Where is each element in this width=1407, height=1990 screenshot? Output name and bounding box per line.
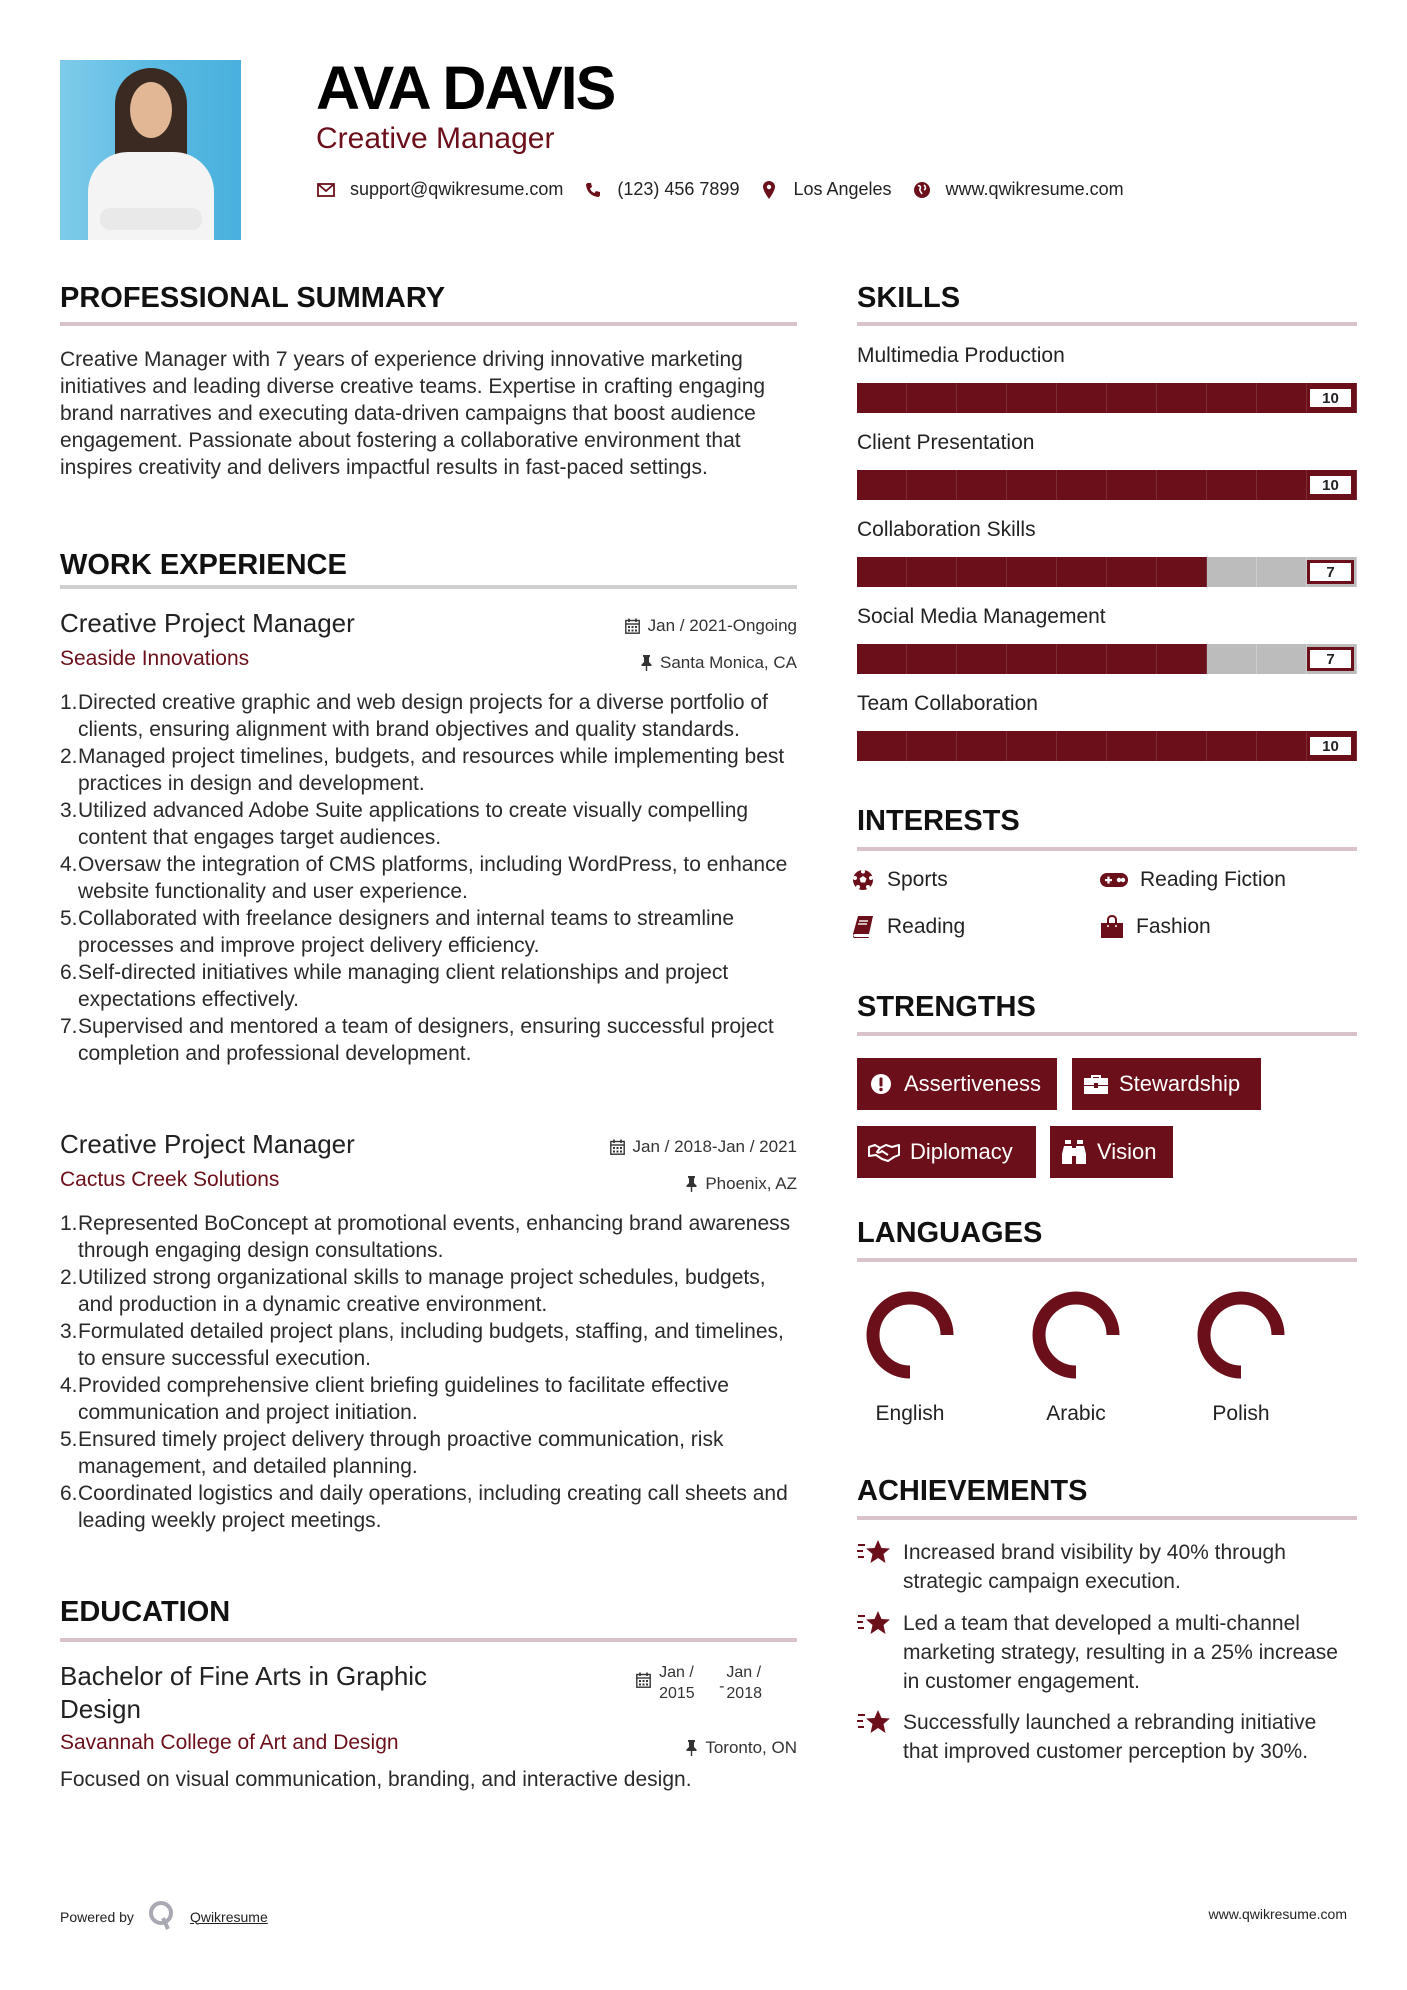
job-bullet: 3. Utilized advanced Adobe Suite applications to create visually compelling content that engages target audiences.: [60, 799, 749, 849]
achievement-item: Increased brand visibility by 40% through strategic campaign execution.: [857, 1538, 1357, 1596]
education-location: Toronto, ON: [686, 1738, 797, 1758]
education-entry: [60, 1660, 797, 1793]
achievement-item: Successfully launched a rebranding initiative that improved customer perception by 30%.: [857, 1708, 1357, 1766]
strength-badge: Vision: [1050, 1126, 1173, 1178]
language-progress-ring: [863, 1288, 957, 1382]
language-item: English: [860, 1288, 960, 1426]
summary-heading: PROFESSIONAL SUMMARY: [60, 282, 446, 314]
education-degree: Bachelor of Fine Arts in Graphic Design: [60, 1661, 428, 1724]
map-pin-icon: [759, 180, 779, 200]
education-start-date: Jan / 2015: [659, 1664, 695, 1702]
photo-arms: [100, 208, 202, 230]
job-bullet: 3. Formulated detailed project plans, including budgets, staffing, and timelines, to ensure successful execution.: [60, 1320, 784, 1370]
language-item: Arabic: [1026, 1288, 1126, 1426]
achievement-item: Led a team that developed a multi-channel marketing strategy, resulting in a 25% increase in customer engagement.: [857, 1609, 1357, 1696]
languages-heading: LANGUAGES: [857, 1217, 1043, 1249]
job-bullet: 4. Provided comprehensive client briefing guidelines to facilitate effective communication and project initiation.: [60, 1374, 729, 1424]
strengths-heading: STRENGTHS: [857, 991, 1036, 1023]
summary-text: Creative Manager with 7 years of experience driving innovative marketing initiatives and leading diverse creative teams. Expertise in crafting engaging brand narratives and executing data-driven campaigns that boost audience engagement. Passionate about fostering a collaborative environment that inspires creativity and delivers impactful results in fast-paced settings.: [60, 348, 766, 479]
job-bullet: 6. Coordinated logistics and daily operations, including creating call sheets and leading weekly project meetings.: [60, 1482, 788, 1532]
calendar-icon: [636, 1672, 651, 1704]
gamepad-icon: [1100, 868, 1128, 892]
photo-face: [130, 82, 172, 138]
skill-score: 10: [1307, 734, 1354, 758]
job-company: Seaside Innovations: [60, 647, 250, 670]
qwikresume-logo-icon: [148, 1900, 174, 1933]
skill-bar: [857, 644, 1357, 674]
candidate-title: Creative Manager: [316, 122, 555, 155]
language-item: Polish: [1191, 1288, 1291, 1426]
education-dates: Jan / 2015 - Jan / 2018: [636, 1662, 762, 1704]
skill-item: Social Media Management 7: [857, 604, 1357, 674]
book-icon: [851, 915, 875, 939]
footer-powered-by: Powered by Qwikresume: [60, 1900, 268, 1933]
contact-location: [759, 179, 891, 200]
phone-text: (123) 456 7899: [617, 179, 740, 199]
pushpin-icon: [686, 1176, 697, 1192]
interest-item: Fashion: [1100, 915, 1211, 939]
job-company: Cactus Creek Solutions: [60, 1168, 280, 1191]
strength-badge: Stewardship: [1072, 1058, 1261, 1110]
experience-heading: WORK EXPERIENCE: [60, 549, 347, 581]
job-bullets: [60, 1210, 797, 1534]
qwikresume-link[interactable]: Qwikresume: [189, 1908, 268, 1925]
calendar-icon: [610, 1139, 625, 1155]
achievements-divider: [857, 1516, 1357, 1520]
job-entry: [60, 608, 797, 1067]
interest-item: Sports: [851, 868, 948, 892]
skill-item: Collaboration Skills 7: [857, 517, 1357, 587]
contact-email[interactable]: [316, 179, 563, 200]
envelope-icon: [316, 180, 336, 200]
job-bullet: 5. Ensured timely project delivery through proactive communication, risk management, and detailed planning.: [60, 1428, 724, 1478]
exclamation-circle-icon: [868, 1072, 894, 1096]
education-end-date: Jan / 2018: [726, 1664, 762, 1702]
languages-divider: [857, 1258, 1357, 1262]
skill-score: 7: [1307, 647, 1354, 671]
job-dates: Jan / 2021-Ongoing: [625, 616, 797, 636]
job-bullet: 6. Self-directed initiatives while managing client relationships and project expectations effectively.: [60, 961, 729, 1011]
skill-bar: [857, 470, 1357, 500]
skill-score: 10: [1307, 386, 1354, 410]
briefcase-icon: [1083, 1072, 1109, 1096]
strength-badge: Diplomacy: [857, 1126, 1036, 1178]
website-text: www.qwikresume.com: [945, 179, 1124, 199]
job-role: Creative Project Manager: [60, 608, 355, 638]
shooting-star-icon: [857, 1538, 891, 1566]
job-role: Creative Project Manager: [60, 1129, 355, 1159]
job-bullet: 2. Utilized strong organizational skills to manage project schedules, budgets, and production in a dynamic creative environment.: [60, 1266, 766, 1316]
skill-score: 7: [1307, 560, 1354, 584]
interest-item: Reading Fiction: [1100, 868, 1286, 892]
skill-bar: [857, 557, 1357, 587]
job-bullets: [60, 689, 797, 1067]
handshake-icon: [868, 1140, 900, 1164]
pushpin-icon: [641, 655, 652, 671]
job-location: Phoenix, AZ: [686, 1174, 797, 1194]
job-bullet: 7. Supervised and mentored a team of designers, ensuring successful project completion and professional development.: [60, 1015, 774, 1065]
contact-line: [316, 179, 1144, 200]
skill-item: Client Presentation 10: [857, 430, 1357, 500]
skill-item: Multimedia Production 10: [857, 343, 1357, 413]
profile-photo: [60, 60, 241, 240]
education-heading: EDUCATION: [60, 1596, 231, 1628]
email-text: support@qwikresume.com: [350, 179, 564, 199]
summary-divider: [60, 322, 797, 326]
job-location: Santa Monica, CA: [641, 653, 797, 673]
shopping-bag-icon: [1100, 915, 1124, 939]
candidate-name: AVA DAVIS: [316, 54, 615, 122]
job-bullet: 2. Managed project timelines, budgets, and resources while implementing best practices in design and development.: [60, 745, 785, 795]
interests-divider: [857, 847, 1357, 851]
shooting-star-icon: [857, 1708, 891, 1736]
footer-website[interactable]: www.qwikresume.com: [1208, 1906, 1347, 1922]
location-text: Los Angeles: [793, 179, 892, 199]
globe-icon: [912, 180, 932, 200]
phone-icon: [583, 180, 603, 200]
pushpin-icon: [686, 1740, 697, 1756]
calendar-icon: [625, 618, 640, 634]
education-school: Savannah College of Art and Design: [60, 1731, 399, 1754]
education-divider: [60, 1638, 797, 1642]
strength-badge: Assertiveness: [857, 1058, 1057, 1110]
job-bullet: 1. Represented BoConcept at promotional events, enhancing brand awareness through engaging design consultations.: [60, 1212, 791, 1262]
job-entry: [60, 1129, 797, 1534]
experience-divider: [60, 585, 797, 589]
job-bullet: 4. Oversaw the integration of CMS platforms, including WordPress, to enhance website functionality and user experience.: [60, 853, 788, 903]
strengths-divider: [857, 1032, 1357, 1036]
shooting-star-icon: [857, 1609, 891, 1637]
achievements-heading: ACHIEVEMENTS: [857, 1475, 1088, 1507]
interests-heading: INTERESTS: [857, 805, 1020, 837]
job-bullet: 1. Directed creative graphic and web design projects for a diverse portfolio of clients, ensuring alignment with brand objectives and quality standards.: [60, 691, 768, 741]
job-bullet: 5. Collaborated with freelance designers and internal teams to streamline processes and improve project delivery efficiency.: [60, 907, 735, 957]
language-progress-ring: [1029, 1288, 1123, 1382]
skill-score: 10: [1307, 473, 1354, 497]
soccer-ball-icon: [851, 868, 875, 892]
skill-bar: [857, 383, 1357, 413]
skill-bar: [857, 731, 1357, 761]
education-description: Focused on visual communication, branding, and interactive design.: [60, 1768, 692, 1791]
skills-heading: SKILLS: [857, 282, 961, 314]
language-progress-ring: [1194, 1288, 1288, 1382]
binoculars-icon: [1061, 1140, 1087, 1164]
contact-phone[interactable]: [583, 179, 739, 200]
interest-item: Reading: [851, 915, 965, 939]
skill-item: Team Collaboration 10: [857, 691, 1357, 761]
skills-divider: [857, 322, 1357, 326]
job-dates: Jan / 2018-Jan / 2021: [610, 1137, 797, 1157]
contact-website[interactable]: [912, 179, 1124, 200]
